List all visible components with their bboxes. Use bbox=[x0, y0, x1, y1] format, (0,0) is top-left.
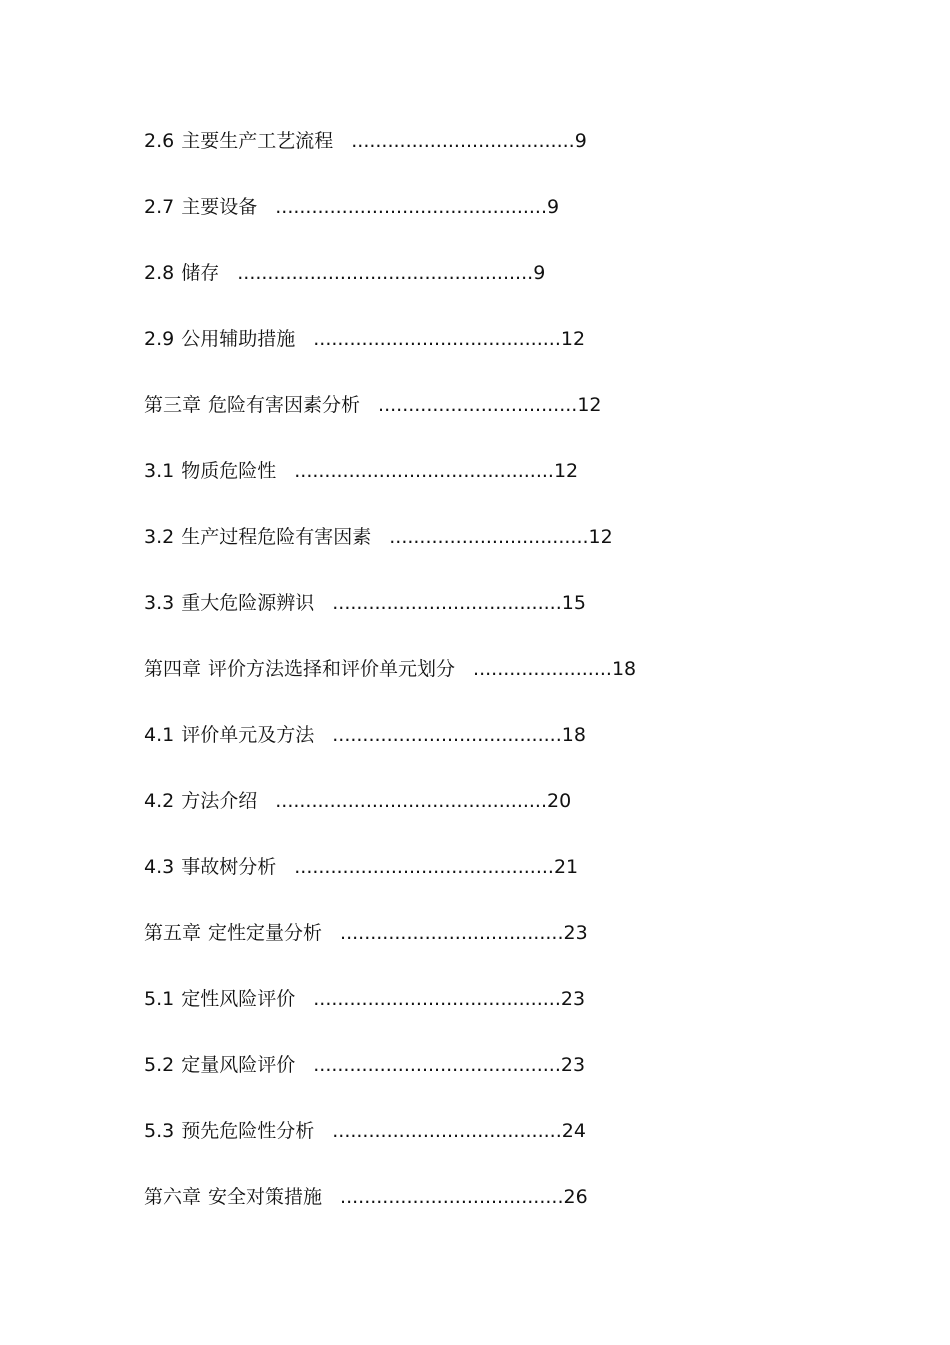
toc-entry-leader: ........................................... bbox=[294, 856, 554, 878]
toc-entry-3-2[interactable] bbox=[144, 522, 636, 588]
toc-entry-title: 事故树分析 bbox=[181, 856, 277, 878]
toc-entry-5-2[interactable] bbox=[144, 1050, 636, 1116]
toc-entry-5-3[interactable] bbox=[144, 1116, 636, 1182]
toc-entry-number: 5.3 bbox=[144, 1120, 175, 1142]
toc-entry-page: 18 bbox=[561, 724, 586, 746]
toc-entry-3-1[interactable] bbox=[144, 456, 636, 522]
toc-entry-page: 9 bbox=[547, 196, 560, 218]
toc-entry-4-2[interactable] bbox=[144, 786, 636, 852]
toc-entry-title: 主要生产工艺流程 bbox=[181, 130, 334, 152]
toc-entry-leader: ...................................... bbox=[332, 724, 562, 746]
toc-entry-number: 5.2 bbox=[144, 1054, 175, 1076]
toc-entry-2-7[interactable] bbox=[144, 192, 636, 258]
toc-entry-page: 12 bbox=[553, 460, 579, 482]
toc-entry-title: 生产过程危险有害因素 bbox=[181, 526, 372, 548]
toc-entry-title: 预先危险性分析 bbox=[181, 1120, 315, 1142]
toc-entry-number: 4.2 bbox=[144, 790, 175, 812]
toc-entry-page: 15 bbox=[561, 592, 586, 614]
toc-entry-leader: ...................................... bbox=[332, 1120, 562, 1142]
toc-entry-leader: ......................................... bbox=[313, 328, 561, 350]
toc-entry-page: 20 bbox=[547, 790, 572, 812]
toc-entry-title: 评价单元及方法 bbox=[181, 724, 315, 746]
toc-entry-number: 3.1 bbox=[144, 460, 175, 482]
toc-entry-page: 9 bbox=[533, 262, 546, 284]
toc-entry-title: 评价方法选择和评价单元划分 bbox=[208, 658, 456, 680]
toc-entry-number: 4.3 bbox=[144, 856, 175, 878]
toc-entry-title: 储存 bbox=[181, 262, 220, 284]
toc-entry-leader: ............................................. bbox=[275, 790, 548, 812]
toc-entry-chapter-4[interactable] bbox=[144, 654, 636, 720]
toc-entry-2-6[interactable] bbox=[144, 126, 636, 192]
toc-entry-number: 2.7 bbox=[144, 196, 175, 218]
toc-entry-title: 公用辅助措施 bbox=[181, 328, 296, 350]
toc-entry-leader: ................................................. bbox=[237, 262, 534, 284]
toc-entry-leader: ...................................... bbox=[332, 592, 562, 614]
toc-entry-page: 24 bbox=[561, 1120, 586, 1142]
toc-entry-number: 第六章 bbox=[144, 1186, 202, 1208]
toc-entry-title: 重大危险源辨识 bbox=[181, 592, 315, 614]
toc-entry-page: 23 bbox=[560, 1054, 586, 1076]
toc-entry-number: 4.1 bbox=[144, 724, 175, 746]
toc-entry-leader: ............................................. bbox=[275, 196, 548, 218]
toc-entry-leader: ....................... bbox=[473, 658, 612, 680]
toc-entry-chapter-3[interactable] bbox=[144, 390, 636, 456]
toc-entry-leader: ..................................... bbox=[340, 922, 564, 944]
toc-entry-leader: ........................................... bbox=[294, 460, 554, 482]
toc-entry-page: 12 bbox=[560, 328, 586, 350]
toc-entry-chapter-5[interactable] bbox=[144, 918, 636, 984]
toc-entry-page: 18 bbox=[611, 658, 637, 680]
toc-entry-number: 第三章 bbox=[144, 394, 202, 416]
toc-entry-4-1[interactable] bbox=[144, 720, 636, 786]
toc-entry-number: 3.2 bbox=[144, 526, 175, 548]
toc-entry-number: 第五章 bbox=[144, 922, 202, 944]
toc-entry-number: 5.1 bbox=[144, 988, 175, 1010]
toc-entry-leader: ......................................... bbox=[313, 1054, 561, 1076]
toc-entry-page: 23 bbox=[563, 922, 588, 944]
toc-entry-page: 23 bbox=[560, 988, 586, 1010]
toc-entry-title: 物质危险性 bbox=[181, 460, 277, 482]
table-of-contents bbox=[144, 126, 636, 1248]
toc-entry-leader: ................................. bbox=[389, 526, 589, 548]
toc-entry-chapter-6[interactable] bbox=[144, 1182, 636, 1248]
toc-entry-2-8[interactable] bbox=[144, 258, 636, 324]
toc-entry-leader: ..................................... bbox=[351, 130, 575, 152]
toc-entry-page: 21 bbox=[553, 856, 579, 878]
toc-entry-page: 9 bbox=[574, 130, 587, 152]
toc-entry-number: 2.9 bbox=[144, 328, 175, 350]
toc-entry-title: 主要设备 bbox=[181, 196, 258, 218]
toc-entry-title: 安全对策措施 bbox=[208, 1186, 323, 1208]
toc-entry-number: 第四章 bbox=[144, 658, 202, 680]
toc-entry-title: 危险有害因素分析 bbox=[208, 394, 361, 416]
toc-entry-page: 26 bbox=[563, 1186, 588, 1208]
toc-entry-2-9[interactable] bbox=[144, 324, 636, 390]
toc-entry-number: 2.6 bbox=[144, 130, 175, 152]
toc-entry-page: 12 bbox=[577, 394, 602, 416]
toc-entry-4-3[interactable] bbox=[144, 852, 636, 918]
toc-entry-title: 定性风险评价 bbox=[181, 988, 296, 1010]
toc-entry-page: 12 bbox=[588, 526, 613, 548]
toc-entry-number: 3.3 bbox=[144, 592, 175, 614]
toc-entry-3-3[interactable] bbox=[144, 588, 636, 654]
toc-entry-title: 方法介绍 bbox=[181, 790, 258, 812]
toc-entry-leader: ................................. bbox=[378, 394, 578, 416]
toc-entry-title: 定性定量分析 bbox=[208, 922, 323, 944]
toc-entry-5-1[interactable] bbox=[144, 984, 636, 1050]
toc-entry-leader: ......................................... bbox=[313, 988, 561, 1010]
toc-entry-leader: ..................................... bbox=[340, 1186, 564, 1208]
toc-entry-title: 定量风险评价 bbox=[181, 1054, 296, 1076]
toc-entry-number: 2.8 bbox=[144, 262, 175, 284]
